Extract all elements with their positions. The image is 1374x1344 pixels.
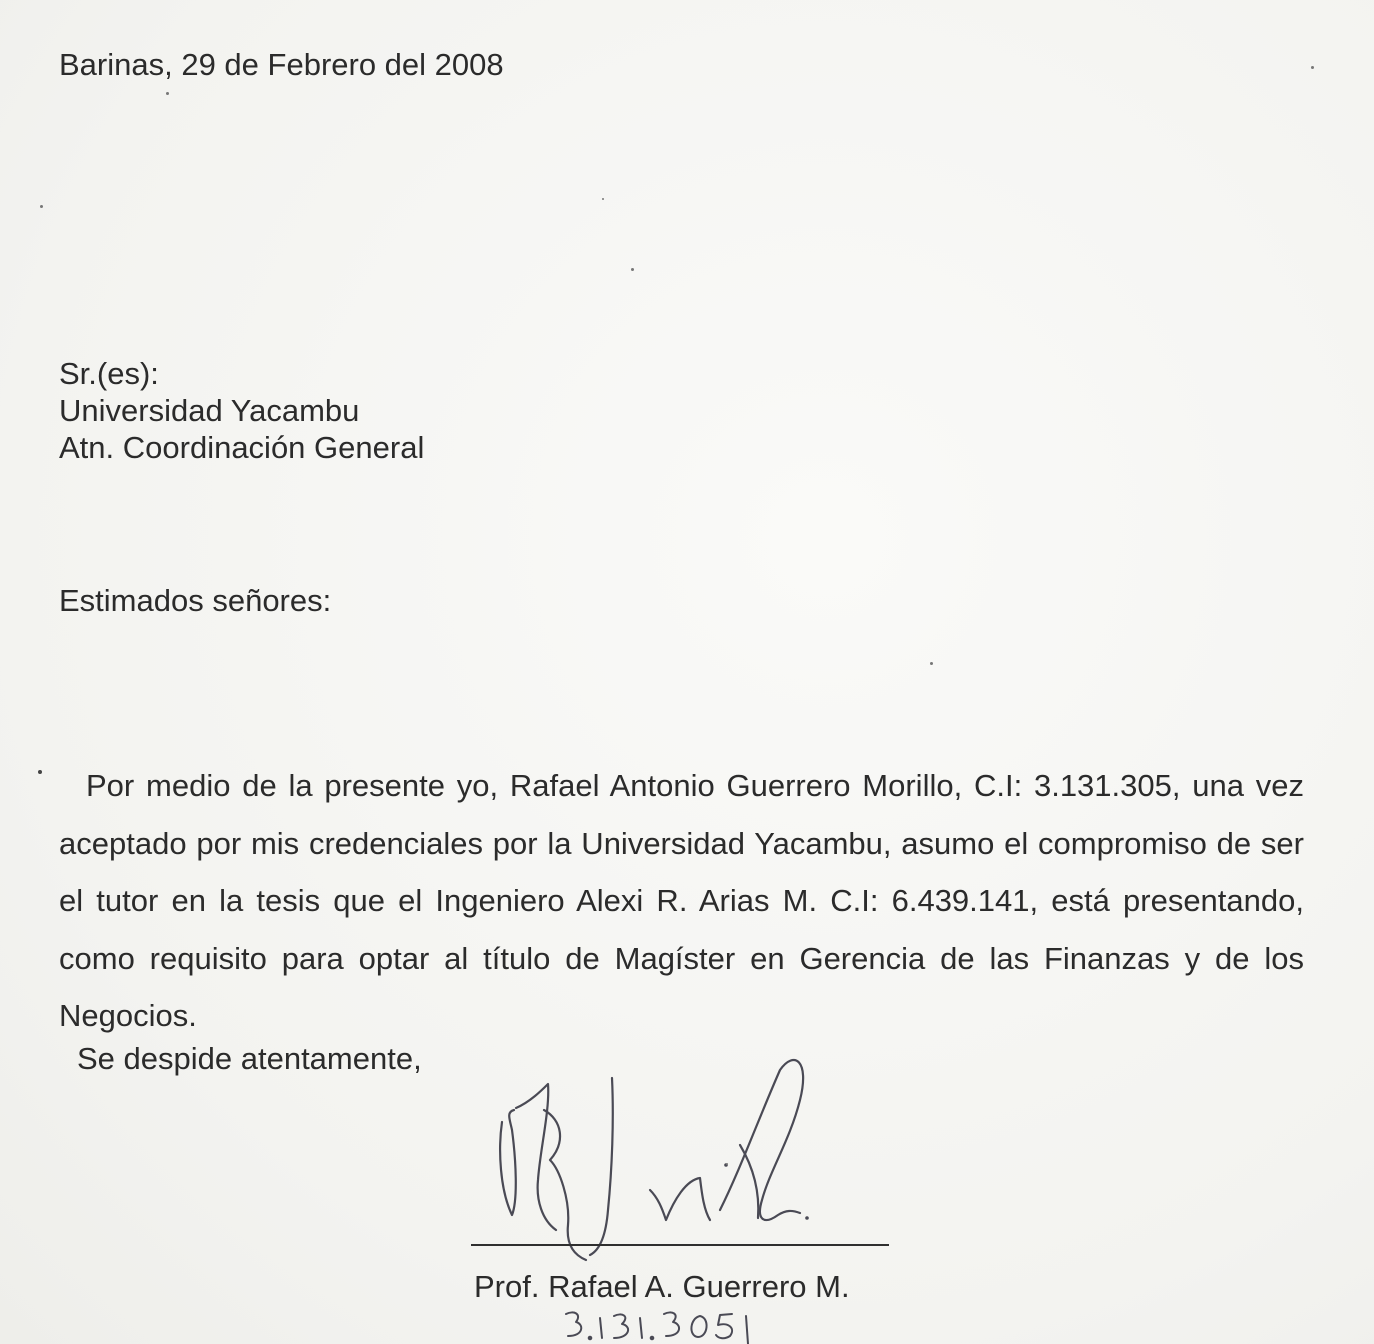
recipient-line-3: Atn. Coordinación General — [59, 430, 425, 465]
signatory-name: Prof. Rafael A. Guerrero M. — [474, 1269, 850, 1304]
scan-speck — [930, 662, 933, 665]
handwritten-signature — [490, 1050, 820, 1270]
greeting: Estimados señores: — [59, 583, 332, 618]
handwritten-id-number — [560, 1306, 760, 1344]
closing: Se despide atentamente, — [77, 1041, 422, 1076]
scan-speck — [40, 205, 43, 208]
place-date: Barinas, 29 de Febrero del 2008 — [59, 47, 504, 82]
scan-speck — [166, 92, 169, 95]
stray-dot-mark — [38, 770, 42, 774]
signature-line — [471, 1244, 889, 1246]
scan-speck — [1311, 66, 1314, 69]
scan-speck — [602, 198, 604, 200]
body-paragraph: Por medio de la presente yo, Rafael Antonio Guerrero Morillo, C.I: 3.131.305, una vez aceptado por mis credenciales por la Universidad Yacambu, asumo el compromiso de ser el tutor en la tesis que el Ingeniero Alexi R. Arias M. C.I: 6.439.141, está presentando, como requisito para optar al título de Magíster en Gerencia de las Finanzas y de los Negocios. — [59, 768, 1304, 1033]
recipient-line-2: Universidad Yacambu — [59, 393, 360, 428]
recipient-line-1: Sr.(es): — [59, 356, 159, 391]
scan-speck — [631, 268, 634, 271]
scan-speck — [726, 1163, 728, 1165]
